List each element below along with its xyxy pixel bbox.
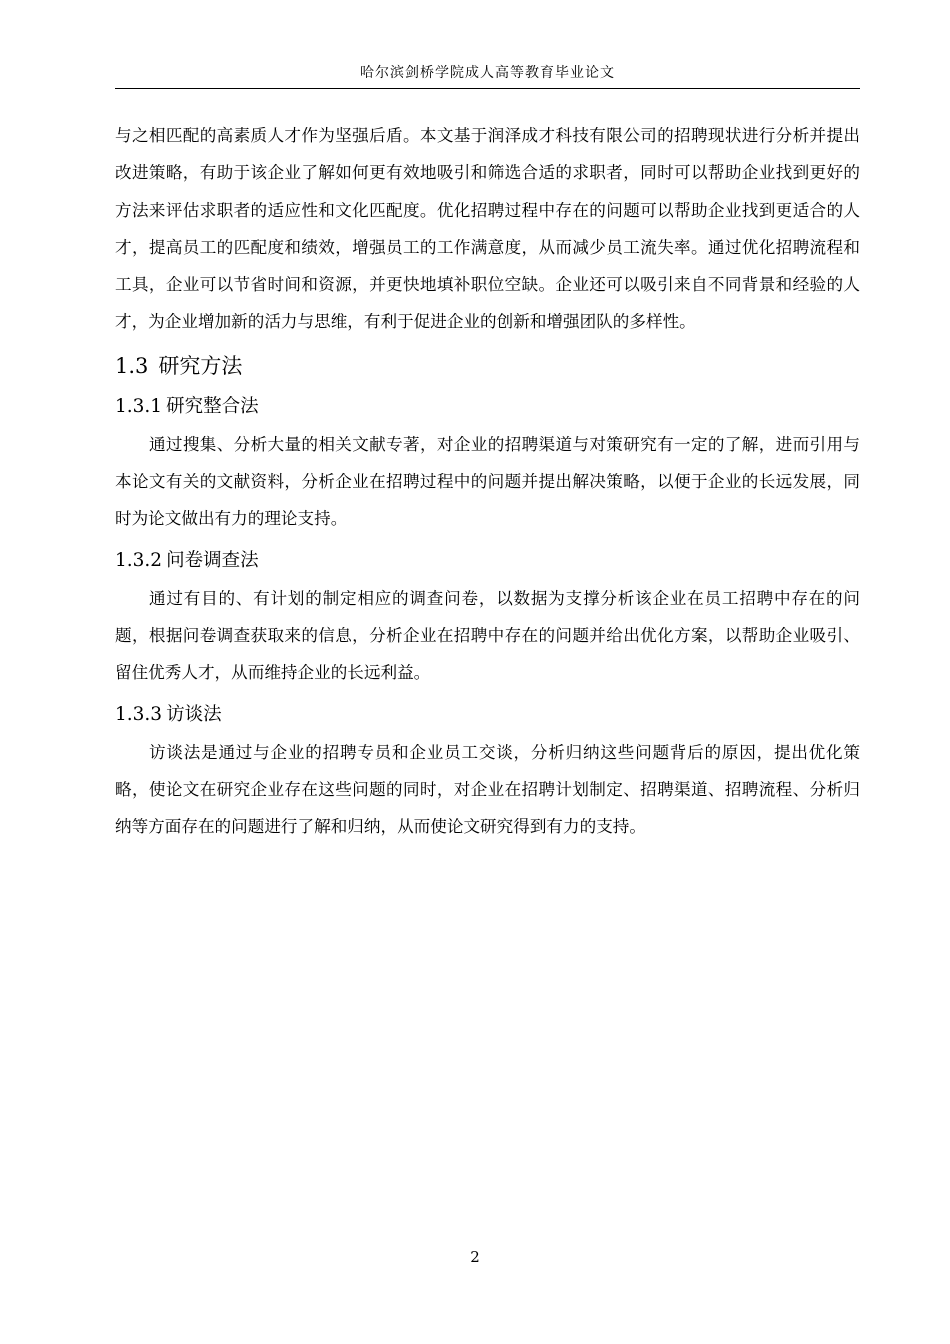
subsection-heading-2 — [115, 544, 860, 578]
subsection-heading-3 — [115, 698, 860, 732]
section-title: 研究方法 — [158, 353, 243, 378]
subsection-title: 访谈法 — [166, 703, 222, 725]
subsection-title: 研究整合法 — [166, 395, 259, 417]
subsection-paragraph-3: 访谈法是通过与企业的招聘专员和企业员工交谈，分析归纳这些问题背后的原因，提出优化策略，使论文在研究企业存在这些问题的同时，对企业在招聘计划制定、招聘渠道、招聘流程、分析归纳等方面存在的问题进行了解和归纳，从而使论文研究得到有力的支持。 — [115, 742, 860, 837]
section-number: 1.3 — [115, 353, 149, 378]
running-header: 哈尔滨剑桥学院成人高等教育毕业论文 — [360, 65, 615, 81]
header-rule — [115, 88, 860, 89]
subsection-title: 问卷调查法 — [166, 549, 259, 571]
section-heading — [115, 350, 860, 382]
page-number: 2 — [470, 1248, 480, 1266]
subsection-number: 1.3.2 — [115, 549, 163, 571]
subsection-number: 1.3.3 — [115, 703, 163, 725]
subsection-paragraph-2: 通过有目的、有计划的制定相应的调查问卷，以数据为支撑分析该企业在员工招聘中存在的问题，根据问卷调查获取来的信息，分析企业在招聘中存在的问题并给出优化方案，以帮助企业吸引、留住优秀人才，从而维持企业的长远利益。 — [115, 588, 860, 683]
document-body — [115, 117, 860, 845]
subsection-paragraph-1: 通过搜集、分析大量的相关文献专著，对企业的招聘渠道与对策研究有一定的了解，进而引用与本论文有关的文献资料，分析企业在招聘过程中的问题并提出解决策略，以便于企业的长远发展，同时为论文做出有力的理论支持。 — [115, 434, 860, 529]
subsection-heading-1 — [115, 390, 860, 424]
subsection-number: 1.3.1 — [115, 395, 163, 417]
intro-paragraph: 与之相匹配的高素质人才作为坚强后盾。本文基于润泽成才科技有限公司的招聘现状进行分析并提出改进策略，有助于该企业了解如何更有效地吸引和筛选合适的求职者，同时可以帮助企业找到更好的方法来评估求职者的适应性和文化匹配度。优化招聘过程中存在的问题可以帮助企业找到更适合的人才，提高员工的匹配度和绩效，增强员工的工作满意度，从而减少员工流失率。通过优化招聘流程和工具，企业可以节省时间和资源，并更快地填补职位空缺。企业还可以吸引来自不同背景和经验的人才，为企业增加新的活力与思维，有利于促进企业的创新和增强团队的多样性。 — [115, 126, 860, 332]
